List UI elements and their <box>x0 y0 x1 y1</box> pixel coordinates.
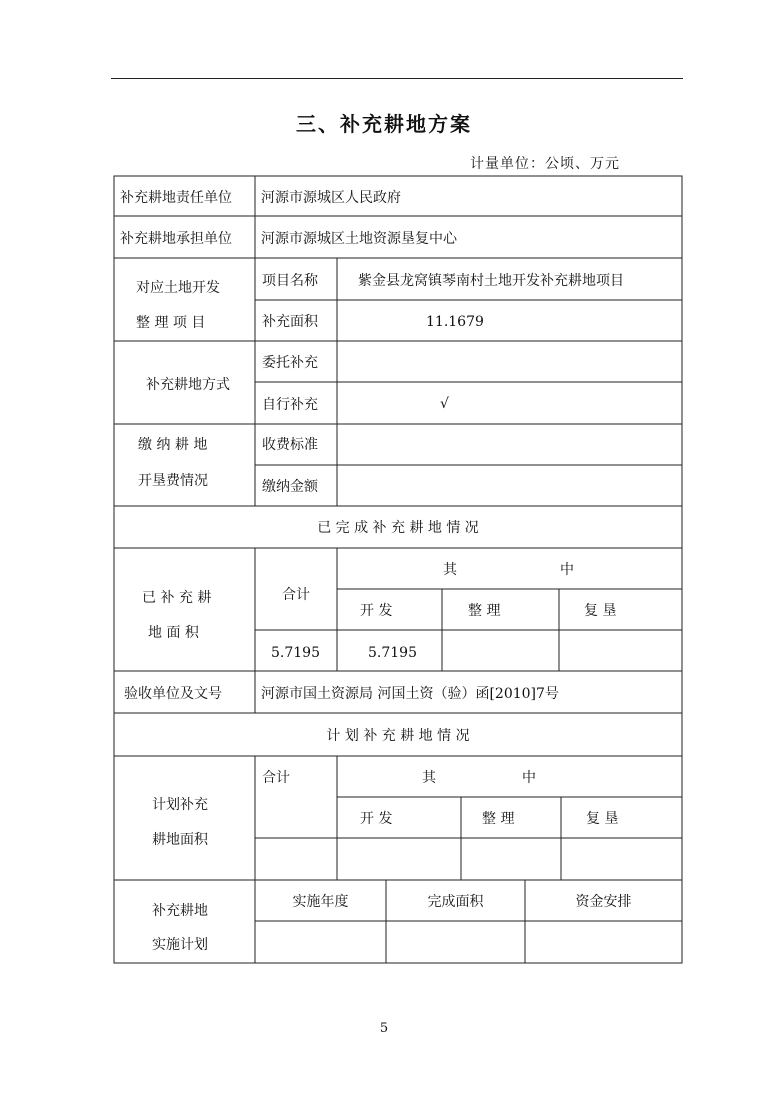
planned-total-label: 合计 <box>262 770 290 786</box>
method-self-check: √ <box>440 396 449 412</box>
implementation-label-line1: 补充耕地 <box>152 903 208 919</box>
project-name-label: 项目名称 <box>262 273 318 289</box>
undertaking-unit-value: 河源市源城区土地资源垦复中心 <box>261 231 457 247</box>
planned-consolidate-label: 整 理 <box>482 811 515 827</box>
acceptance-value: 河源市国土资源局 河国土资（验）函[2010]7号 <box>261 686 559 702</box>
fee-amount-label: 缴纳金额 <box>262 479 318 495</box>
method-entrust-label: 委托补充 <box>262 355 318 371</box>
completed-total-label: 合计 <box>282 587 310 603</box>
responsible-unit-value: 河源市源城区人民政府 <box>261 190 401 206</box>
project-area-label: 补充面积 <box>262 314 318 330</box>
completed-total-value: 5.7195 <box>271 645 320 661</box>
planned-among-right: 中 <box>522 770 536 786</box>
project-area-value: 11.1679 <box>426 314 484 330</box>
fee-label-line2: 开垦费情况 <box>138 473 208 489</box>
planned-section-title: 计 划 补 充 耕 地 情 况 <box>326 728 470 744</box>
page-number: 5 <box>379 1021 389 1036</box>
unit-note: 计量单位：公顷、万元 <box>470 156 620 172</box>
project-label-line2: 整 理 项 目 <box>136 315 206 331</box>
completed-reclaim-label: 复 垦 <box>584 603 617 619</box>
implementation-year-label: 实施年度 <box>292 894 349 910</box>
project-label-line1: 对应土地开发 <box>136 280 220 296</box>
planned-reclaim-label: 复 垦 <box>586 811 619 827</box>
fee-label-line1: 缴 纳 耕 地 <box>138 437 208 453</box>
completed-among-left: 其 <box>443 562 457 578</box>
completed-dev-value: 5.7195 <box>368 645 417 661</box>
method-label: 补充耕地方式 <box>146 377 230 393</box>
method-self-label: 自行补充 <box>262 397 318 413</box>
project-name-value: 紫金县龙窝镇琴南村土地开发补充耕地项目 <box>358 273 624 289</box>
implementation-area-label: 完成面积 <box>427 894 484 910</box>
acceptance-label: 验收单位及文号 <box>124 686 222 702</box>
completed-consolidate-label: 整 理 <box>468 603 501 619</box>
completed-area-label-line1: 已 补 充 耕 <box>142 590 212 606</box>
completed-area-label-line2: 地 面 积 <box>148 625 199 641</box>
planned-area-label-line2: 耕地面积 <box>152 832 208 848</box>
planned-area-label-line1: 计划补充 <box>152 797 208 813</box>
implementation-funds-label: 资金安排 <box>575 894 632 910</box>
undertaking-unit-label: 补充耕地承担单位 <box>120 231 232 247</box>
completed-among-right: 中 <box>560 562 574 578</box>
page-title: 三、补充耕地方案 <box>296 112 472 136</box>
responsible-unit-label: 补充耕地责任单位 <box>120 190 232 206</box>
fee-standard-label: 收费标准 <box>262 437 318 453</box>
completed-section-title: 已 完 成 补 充 耕 地 情 况 <box>317 520 479 536</box>
completed-dev-label: 开 发 <box>360 603 393 619</box>
planned-among-left: 其 <box>422 770 436 786</box>
implementation-label-line2: 实施计划 <box>152 937 208 953</box>
planned-dev-label: 开 发 <box>360 811 393 827</box>
